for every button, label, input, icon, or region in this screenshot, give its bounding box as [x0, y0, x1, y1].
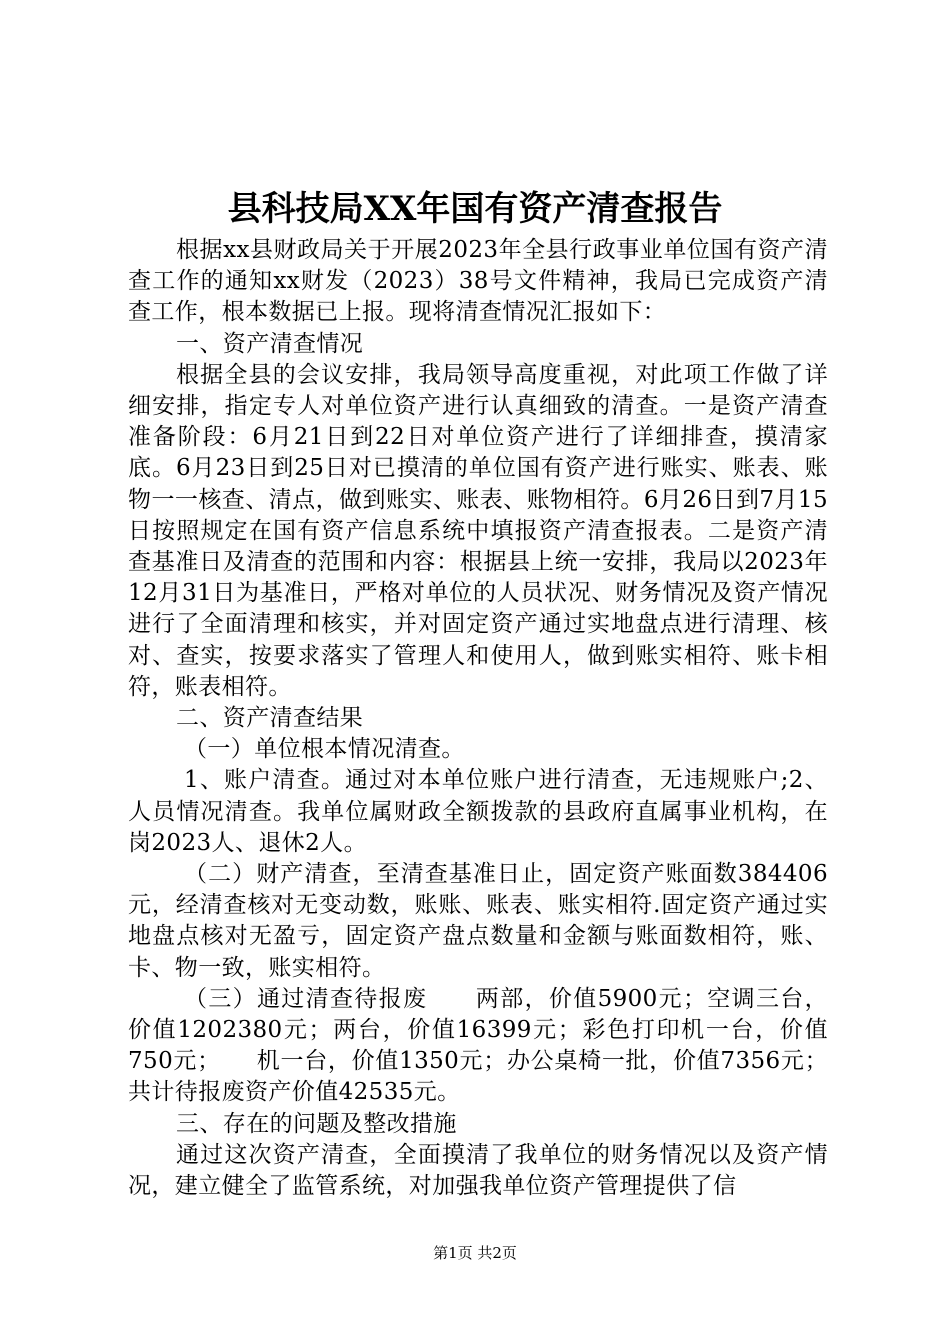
paragraph-issues: 通过这次资产清查，全面摸清了我单位的财务情况以及资产情况，建立健全了监管系统，对加强我单位资产管理提供了信	[128, 1141, 828, 1200]
paragraph-scrap: （三）通过清查待报废 两部，价值5900元；空调三台，价值1202380元；两台，价值16399元；彩色打印机一台，价值750元； 机一台，价值1350元；办公桌椅一批，价值7356元；共计待报废资产价值42535元。	[128, 985, 828, 1106]
section-heading-3: 三、存在的问题及整改措施	[176, 1110, 457, 1137]
document-body	[128, 235, 828, 1202]
section-heading-1: 一、资产清查情况	[176, 330, 364, 357]
paragraph-accounts: 1、账户清查。通过对本单位账户进行清查，无违规账户;2、人员情况清查。我单位属财政全额拨款的县政府直属事业机构，在岗2023人、退休2人。	[128, 767, 828, 856]
paragraph-property: （二）财产清查，至清查基准日止，固定资产账面数384406元，经清查核对无变动数，账账、账表、账实相符.固定资产通过实地盘点核对无盈亏，固定资产盘点数量和金额与账面数相符，账、卡、物一致，账实相符。	[128, 861, 828, 981]
document-title: 县科技局XX年国有资产清查报告	[227, 189, 723, 229]
section-heading-2: 二、资产清查结果	[176, 705, 364, 732]
page-footer: 第1页 共2页	[433, 1244, 517, 1262]
paragraph-asset-check: 根据全县的会议安排，我局领导高度重视，对此项工作做了详细安排，指定专人对单位资产进行认真细致的清查。一是资产清查准备阶段：6月21日到22日对单位资产进行了详细排查，摸清家底。6月23日到25日对已摸清的单位国有资产进行账实、账表、账物一一核查、清点，做到账实、账表、账物相符。6月26日到7月15日按照规定在国有资产信息系统中填报资产清查报表。二是资产清查基准日及清查的范围和内容：根据县上统一安排，我局以2023年12月31日为基准日，严格对单位的人员状况、财务情况及资产情况进行了全面清理和核实，并对固定资产通过实地盘点进行清理、核对、查实，按要求落实了管理人和使用人，做到账实相符、账卡相符，账表相符。	[128, 361, 828, 700]
subsection-heading-1: （一）单位根本情况清查。	[184, 736, 465, 763]
intro-paragraph: 根据xx县财政局关于开展2023年全县行政事业单位国有资产清查工作的通知xx财发（2023）38号文件精神，我局已完成资产清查工作，根本数据已上报。现将清查情况汇报如下：	[128, 237, 828, 326]
